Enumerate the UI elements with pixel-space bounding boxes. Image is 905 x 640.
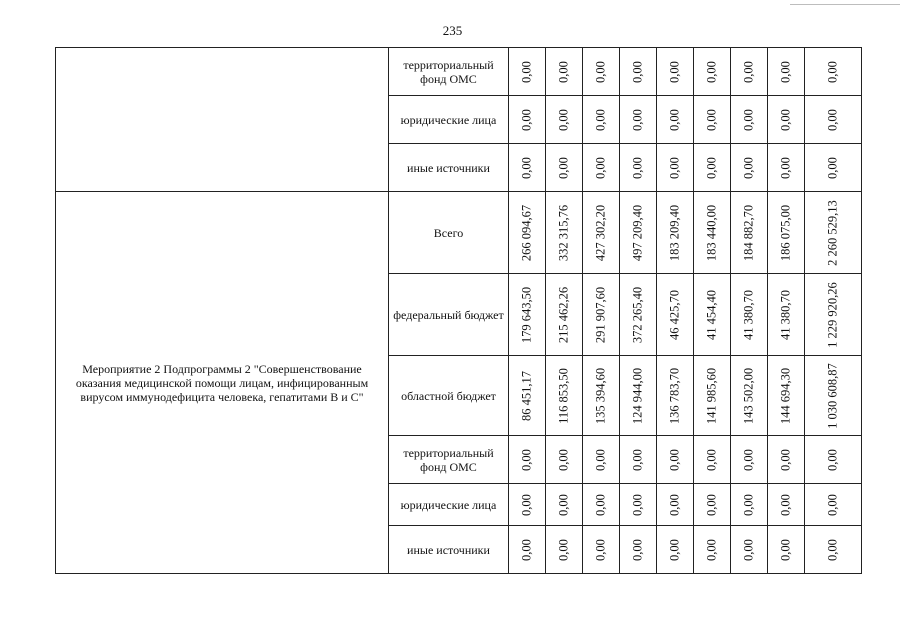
amount-cell — [768, 484, 805, 526]
amount-cell — [620, 484, 657, 526]
amount-value: 116 853,50 — [556, 367, 571, 424]
amount-cell — [546, 436, 583, 484]
scan-artifact-line — [790, 4, 900, 5]
funding-source-label: федеральный бюджет — [389, 274, 509, 356]
amount-value: 332 315,76 — [556, 204, 571, 261]
amount-value: 0,00 — [667, 538, 682, 561]
amount-value: 184 882,70 — [741, 204, 756, 261]
amount-cell — [731, 192, 768, 274]
amount-value: 179 643,50 — [519, 286, 534, 343]
amount-cell — [694, 144, 731, 192]
funding-source-label: иные источники — [389, 526, 509, 574]
amount-cell — [731, 356, 768, 436]
amount-value: 0,00 — [519, 108, 534, 131]
amount-value: 1 030 608,87 — [825, 362, 840, 429]
amount-value: 0,00 — [667, 60, 682, 83]
amount-value: 0,00 — [778, 493, 793, 516]
amount-value: 0,00 — [825, 60, 840, 83]
amount-cell — [583, 484, 620, 526]
amount-value: 186 075,00 — [778, 204, 793, 261]
amount-cell — [546, 356, 583, 436]
amount-cell — [731, 144, 768, 192]
amount-cell — [509, 436, 546, 484]
amount-value: 215 462,26 — [556, 286, 571, 343]
amount-cell — [805, 96, 862, 144]
amount-cell — [509, 484, 546, 526]
amount-cell — [694, 96, 731, 144]
amount-value: 0,00 — [778, 448, 793, 471]
amount-value: 41 380,70 — [741, 289, 756, 340]
amount-value: 183 209,40 — [667, 204, 682, 261]
amount-value: 0,00 — [630, 493, 645, 516]
amount-cell — [546, 484, 583, 526]
amount-cell — [805, 436, 862, 484]
amount-value: 144 694,30 — [778, 367, 793, 424]
amount-cell — [657, 48, 694, 96]
amount-value: 0,00 — [519, 493, 534, 516]
amount-value: 372 265,40 — [630, 286, 645, 343]
amount-value: 0,00 — [778, 538, 793, 561]
amount-value: 427 302,20 — [593, 204, 608, 261]
amount-value: 0,00 — [778, 108, 793, 131]
amount-value: 136 783,70 — [667, 367, 682, 424]
amount-cell — [509, 356, 546, 436]
amount-cell — [657, 436, 694, 484]
amount-cell — [768, 356, 805, 436]
amount-value: 0,00 — [741, 156, 756, 179]
amount-cell — [620, 48, 657, 96]
amount-value: 0,00 — [593, 493, 608, 516]
amount-value: 291 907,60 — [593, 286, 608, 343]
amount-cell — [694, 526, 731, 574]
amount-value: 0,00 — [556, 108, 571, 131]
amount-cell — [620, 274, 657, 356]
amount-value: 0,00 — [778, 60, 793, 83]
funding-source-label: Всего — [389, 192, 509, 274]
amount-value: 0,00 — [630, 448, 645, 471]
amount-value: 141 985,60 — [704, 367, 719, 424]
amount-cell — [694, 436, 731, 484]
amount-value: 0,00 — [825, 108, 840, 131]
amount-cell — [657, 144, 694, 192]
amount-value: 0,00 — [519, 156, 534, 179]
amount-cell — [805, 526, 862, 574]
amount-value: 0,00 — [519, 60, 534, 83]
amount-value: 0,00 — [741, 538, 756, 561]
funding-source-label: иные источники — [389, 144, 509, 192]
amount-cell — [620, 436, 657, 484]
amount-value: 0,00 — [593, 60, 608, 83]
amount-cell — [546, 144, 583, 192]
amount-cell — [583, 436, 620, 484]
amount-value: 0,00 — [741, 60, 756, 83]
amount-cell — [731, 436, 768, 484]
page-number: 235 — [442, 23, 463, 38]
amount-value: 0,00 — [825, 493, 840, 516]
amount-value: 0,00 — [704, 156, 719, 179]
amount-value: 0,00 — [593, 538, 608, 561]
amount-cell — [546, 274, 583, 356]
amount-cell — [731, 274, 768, 356]
amount-cell — [509, 526, 546, 574]
amount-cell — [805, 356, 862, 436]
table-row — [56, 192, 862, 274]
amount-value: 41 380,70 — [778, 289, 793, 340]
funding-source-label: территориальный фонд ОМС — [389, 436, 509, 484]
amount-cell — [731, 484, 768, 526]
amount-value: 0,00 — [630, 108, 645, 131]
funding-source-label: территориальный фонд ОМС — [389, 48, 509, 96]
amount-value: 0,00 — [704, 108, 719, 131]
measure-description — [56, 48, 389, 192]
amount-cell — [509, 274, 546, 356]
amount-value: 0,00 — [667, 156, 682, 179]
amount-value: 0,00 — [556, 448, 571, 471]
funding-source-label: юридические лица — [389, 484, 509, 526]
amount-cell — [620, 356, 657, 436]
amount-value: 183 440,00 — [704, 204, 719, 261]
amount-cell — [657, 356, 694, 436]
amount-value: 0,00 — [825, 448, 840, 471]
amount-value: 0,00 — [741, 448, 756, 471]
funding-table — [55, 47, 862, 574]
amount-cell — [657, 96, 694, 144]
amount-value: 0,00 — [741, 493, 756, 516]
amount-value: 135 394,60 — [593, 367, 608, 424]
amount-value: 0,00 — [667, 493, 682, 516]
amount-cell — [546, 526, 583, 574]
amount-cell — [546, 48, 583, 96]
amount-cell — [546, 96, 583, 144]
amount-value: 124 944,00 — [630, 367, 645, 424]
amount-cell — [509, 48, 546, 96]
amount-cell — [731, 96, 768, 144]
amount-cell — [694, 274, 731, 356]
amount-cell — [694, 192, 731, 274]
amount-cell — [509, 144, 546, 192]
amount-cell — [694, 48, 731, 96]
amount-cell — [657, 484, 694, 526]
amount-cell — [768, 96, 805, 144]
amount-value: 0,00 — [704, 493, 719, 516]
amount-value: 0,00 — [593, 156, 608, 179]
table-row — [56, 48, 862, 96]
amount-value: 0,00 — [556, 60, 571, 83]
amount-value: 46 425,70 — [667, 289, 682, 340]
amount-cell — [805, 192, 862, 274]
amount-cell — [509, 192, 546, 274]
measure-description: Мероприятие 2 Подпрограммы 2 "Совершенствование оказания медицинской помощи лицам, инфицированным вирусом иммунодефицита человека, гепатитами В и С" — [56, 192, 389, 574]
amount-cell — [657, 274, 694, 356]
amount-value: 41 454,40 — [704, 289, 719, 340]
amount-value: 0,00 — [704, 448, 719, 471]
amount-cell — [657, 192, 694, 274]
amount-cell — [805, 48, 862, 96]
amount-value: 0,00 — [630, 538, 645, 561]
amount-value: 0,00 — [825, 538, 840, 561]
amount-value: 497 209,40 — [630, 204, 645, 261]
amount-value: 0,00 — [556, 493, 571, 516]
amount-cell — [620, 144, 657, 192]
amount-value: 0,00 — [825, 156, 840, 179]
amount-cell — [805, 144, 862, 192]
amount-cell — [620, 526, 657, 574]
amount-cell — [731, 526, 768, 574]
amount-value: 0,00 — [704, 60, 719, 83]
amount-cell — [546, 192, 583, 274]
amount-cell — [731, 48, 768, 96]
funding-source-label: областной бюджет — [389, 356, 509, 436]
amount-value: 0,00 — [667, 448, 682, 471]
amount-value: 0,00 — [556, 156, 571, 179]
amount-cell — [583, 274, 620, 356]
amount-cell — [509, 96, 546, 144]
amount-cell — [657, 526, 694, 574]
amount-value: 0,00 — [778, 156, 793, 179]
amount-cell — [583, 48, 620, 96]
amount-value: 0,00 — [741, 108, 756, 131]
amount-cell — [768, 436, 805, 484]
amount-cell — [694, 356, 731, 436]
amount-value: 0,00 — [593, 108, 608, 131]
amount-value: 0,00 — [519, 538, 534, 561]
amount-value: 0,00 — [593, 448, 608, 471]
amount-cell — [805, 484, 862, 526]
amount-value: 0,00 — [667, 108, 682, 131]
amount-value: 2 260 529,13 — [825, 199, 840, 266]
amount-value: 0,00 — [519, 448, 534, 471]
amount-cell — [805, 274, 862, 356]
amount-cell — [768, 144, 805, 192]
amount-value: 143 502,00 — [741, 367, 756, 424]
amount-value: 266 094,67 — [519, 204, 534, 261]
amount-cell — [583, 526, 620, 574]
amount-cell — [620, 192, 657, 274]
amount-value: 0,00 — [556, 538, 571, 561]
amount-cell — [768, 274, 805, 356]
amount-value: 0,00 — [630, 60, 645, 83]
amount-cell — [583, 192, 620, 274]
amount-cell — [583, 144, 620, 192]
amount-value: 0,00 — [704, 538, 719, 561]
amount-value: 1 229 920,26 — [825, 281, 840, 348]
amount-cell — [768, 192, 805, 274]
funding-source-label: юридические лица — [389, 96, 509, 144]
amount-cell — [583, 96, 620, 144]
amount-cell — [620, 96, 657, 144]
amount-value: 0,00 — [630, 156, 645, 179]
amount-cell — [694, 484, 731, 526]
amount-cell — [768, 526, 805, 574]
amount-cell — [583, 356, 620, 436]
amount-value: 86 451,17 — [519, 370, 534, 421]
amount-cell — [768, 48, 805, 96]
